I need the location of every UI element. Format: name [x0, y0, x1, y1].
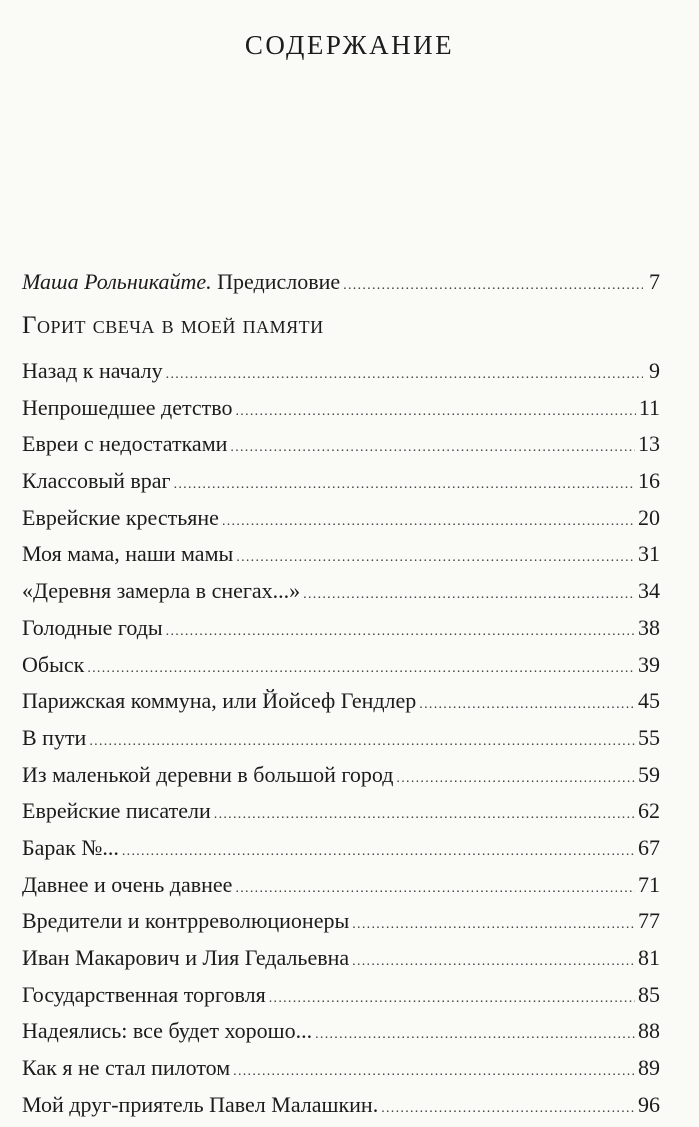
dot-leader [166, 614, 635, 651]
page-number: 55 [638, 724, 660, 750]
dot-leader [233, 1054, 635, 1091]
page-number: 81 [638, 945, 660, 970]
entry-title: Барак №... [22, 834, 119, 860]
dot-leader [235, 871, 635, 908]
entry-title: В пути [22, 724, 87, 750]
entry-title: Непрошедшее детство [22, 394, 233, 420]
dot-leader [122, 834, 635, 871]
dot-leader [87, 651, 635, 688]
toc-entry [22, 977, 660, 1014]
toc-entry [22, 1050, 660, 1087]
dot-leader [214, 797, 635, 834]
page-heading: СОДЕРЖАНИЕ [244, 30, 455, 60]
toc-entry [22, 390, 660, 427]
toc-entry [22, 720, 660, 757]
toc-entry [22, 353, 660, 390]
entry-title: Назад к началу [22, 358, 163, 383]
entry-title: Обыск [22, 651, 85, 677]
entry-title: Вредители и контрреволюционеры [22, 908, 350, 934]
page-number: 59 [638, 761, 660, 787]
toc-entry [22, 610, 660, 647]
page-number: 16 [638, 468, 660, 494]
dot-leader [166, 357, 643, 394]
page-number: 77 [638, 908, 660, 934]
toc-entry [22, 903, 660, 940]
toc-entry [22, 940, 660, 977]
page-number: 85 [638, 981, 660, 1007]
section-title: Горит свеча в моей памяти [22, 312, 324, 339]
toc-entry [22, 463, 660, 500]
entry-title: Как я не стал пилотом [22, 1055, 231, 1081]
dot-leader [89, 724, 635, 761]
toc-entry [22, 1087, 660, 1124]
dot-leader [343, 268, 643, 304]
page-number: 39 [638, 651, 660, 677]
entry-title: Моя мама, наши мамы [22, 541, 234, 567]
toc-entry [22, 793, 660, 830]
entry-title: Еврейские крестьяне [22, 504, 219, 530]
toc-entry [22, 1013, 660, 1050]
toc-entry [22, 683, 660, 720]
dot-leader [222, 504, 635, 541]
toc-entry [22, 573, 660, 610]
toc-entry [22, 757, 660, 794]
page-number: 7 [649, 269, 660, 294]
toc-entry-preface [22, 264, 660, 300]
dot-leader [230, 430, 635, 467]
page-number: 96 [638, 1091, 660, 1117]
toc-list [22, 353, 660, 1123]
page-number: 20 [638, 504, 660, 530]
entry-title: Надеялись: все будет хорошо... [22, 1018, 313, 1044]
entry-title: Классовый враг [22, 468, 171, 494]
page-number: 38 [638, 614, 660, 640]
dot-leader [236, 540, 635, 577]
preface-author: Маша Рольникайте. [22, 269, 212, 294]
dot-leader [174, 467, 635, 504]
entry-title: Иван Макарович и Лия Гедальевна [22, 945, 350, 970]
page-number: 9 [649, 358, 660, 383]
page-number: 31 [638, 541, 660, 567]
page-number: 88 [638, 1018, 660, 1044]
toc-entry [22, 830, 660, 867]
entry-title: Государственная торговля [22, 981, 266, 1007]
entry-title: «Деревня замерла в снегах...» [22, 578, 301, 604]
page-number: 13 [638, 431, 660, 457]
toc-entry [22, 647, 660, 684]
page-number: 45 [638, 688, 660, 714]
page-number: 34 [638, 578, 660, 604]
dot-leader [315, 1017, 635, 1054]
entry-title: Мой друг-приятель Павел Малашкин. [22, 1091, 379, 1117]
page-number: 67 [638, 834, 660, 860]
dot-leader [396, 761, 635, 798]
entry-title [22, 264, 340, 300]
entry-title: Евреи с недостатками [22, 431, 228, 457]
entry-title: Парижская коммуна, или Йойсеф Гендлер [22, 688, 417, 714]
toc-entry [22, 426, 660, 463]
toc-entry [22, 536, 660, 573]
entry-title: Еврейские писатели [22, 798, 211, 824]
entry-title: Из маленькой деревни в большой город [22, 761, 394, 787]
page-number: 89 [638, 1055, 660, 1081]
dot-leader [235, 394, 635, 431]
dot-leader [352, 907, 635, 944]
preface-title: Предисловие [211, 269, 341, 294]
dot-leader [381, 1091, 635, 1127]
dot-leader [352, 944, 635, 981]
dot-leader [419, 687, 635, 724]
page-number: 62 [638, 798, 660, 824]
entry-title: Голодные годы [22, 614, 163, 640]
dot-leader [303, 577, 635, 614]
page-number: 11 [638, 394, 660, 420]
toc-entry [22, 500, 660, 537]
toc-entry [22, 867, 660, 904]
dot-leader [269, 981, 635, 1018]
page-number: 71 [638, 871, 660, 897]
entry-title: Давнее и очень давнее [22, 871, 233, 897]
